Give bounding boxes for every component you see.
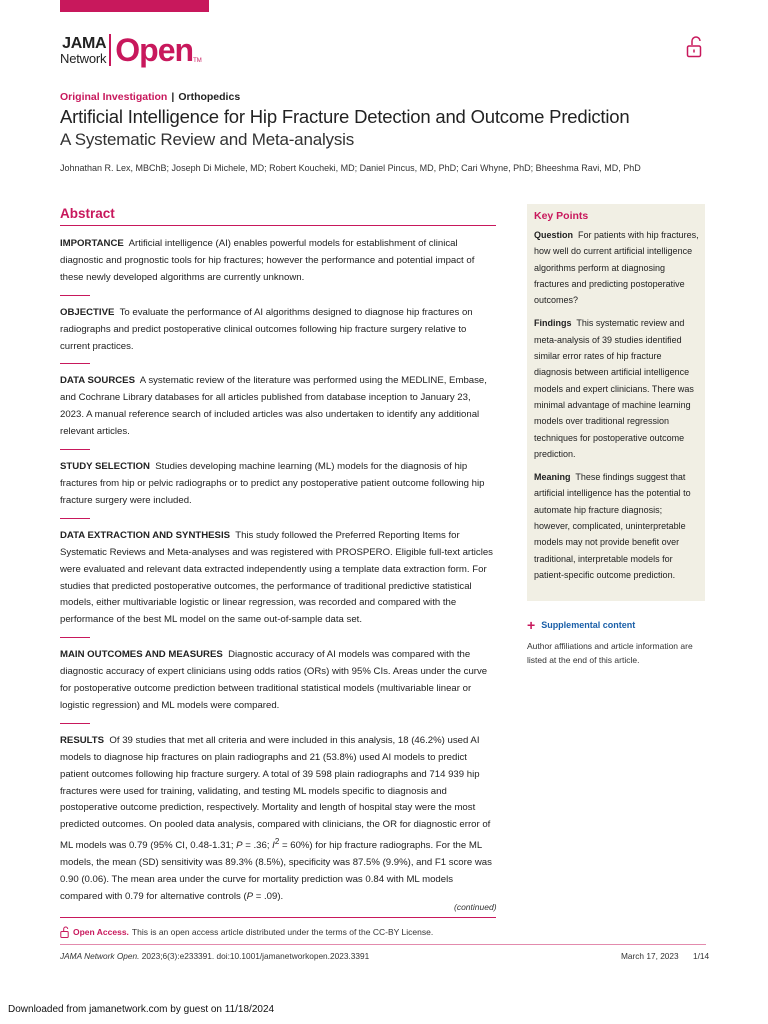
key-points-meaning: Meaning These findings suggest that artificial intelligence has the potential to automate hip fracture diagnosis; however, complicated, uninterpretable models may not provide benefit over traditional, interpretable models for patient-specific outcome prediction. [534, 472, 691, 580]
abstract-body [60, 236, 496, 906]
continued-note: (continued) [454, 902, 497, 912]
category-type[interactable]: Original Investigation [60, 91, 168, 103]
abstract-divider [60, 225, 496, 226]
article-subtitle: A Systematic Review and Meta-analysis [60, 130, 355, 149]
logo-network-text: Network [60, 50, 107, 66]
footer-divider [60, 917, 496, 918]
abstract-data-sources: DATA SOURCES A systematic review of the literature was performed using the MEDLINE, Embase, and Cochrane Library databases for all articles published from database inception to January 23, 2023. A manual reference search of included articles was also undertaken to identify any additional relevant articles. [60, 375, 487, 438]
abstract-objective: OBJECTIVE To evaluate the performance of AI algorithms designed to diagnose hip fractures on radiographs and predict postoperative clinical outcomes following hip fracture surgery relative to current practices. [60, 306, 473, 352]
section-divider [60, 295, 90, 296]
category-separator: | [171, 91, 175, 103]
jama-network-open-logo[interactable] [60, 30, 202, 70]
key-points-box [527, 204, 705, 601]
abstract-study-selection: STUDY SELECTION Studies developing machine learning (ML) models for the diagnosis of hip fractures from hip or pelvic radiographs or to predict any postoperative patient outcome following hip fracture surgery were included. [60, 461, 485, 506]
abstract-importance: IMPORTANCE Artificial intelligence (AI) enables powerful models for establishment of clinical diagnostic and prognostic tools for hip fractures; however the performance and potential impact of these newly developed algorithms are currently unknown. [60, 238, 475, 283]
open-access-notice [60, 926, 433, 938]
supplemental-content-label: Supplemental content [541, 620, 636, 630]
open-access-lock-icon [686, 36, 702, 58]
page-number: 1/14 [693, 951, 710, 961]
plus-icon: + [527, 617, 536, 633]
section-divider [60, 723, 90, 724]
logo-trademark: TM [193, 58, 202, 64]
open-access-label[interactable]: Open Access. [73, 927, 129, 937]
abstract-heading: Abstract [60, 206, 115, 221]
abstract-data-extraction: DATA EXTRACTION AND SYNTHESIS This study followed the Preferred Reporting Items for Systematic Reviews and Meta-analyses and was registered with PROSPERO. Eligible full-text articles were evaluated and relevant data extracted independently using a template data extraction form. For studies that predicted postoperative outcomes, the performance of traditional predictive statistical models, either multivariable logistic or linear regression, was recorded and compared with the performance of the best ML model on the same out-of-sample data set. [60, 529, 493, 626]
section-divider [60, 518, 90, 519]
section-divider [60, 363, 90, 364]
article-category [60, 91, 240, 103]
logo-jama-text: JAMA [62, 34, 107, 52]
key-points-question: Question For patients with hip fractures, how well do current artificial intelligence algorithms perform at diagnosing fractures and predicting postoperative outcomes? [534, 230, 699, 306]
article-title: Artificial Intelligence for Hip Fracture Detection and Outcome Prediction [60, 106, 630, 127]
logo-divider [109, 34, 111, 66]
section-divider [60, 449, 90, 450]
publication-date: March 17, 2023 [621, 951, 679, 961]
open-lock-icon [60, 926, 69, 938]
open-access-text: This is an open access article distributed under the terms of the CC-BY License. [131, 927, 434, 937]
key-points-findings: Findings This systematic review and meta-analysis of 39 studies identified similar error rates of hip fracture diagnosis between artificial intelligence models and expert clinicians. There was minimal advantage of machine learning models over traditional regression techniques for postoperative outcome prediction. [534, 318, 694, 459]
citation-line [60, 951, 369, 961]
citation-details: 2023;6(3):e233391. doi:10.1001/jamanetworkopen.2023.3391 [139, 951, 370, 961]
category-topic[interactable]: Orthopedics [178, 91, 241, 103]
download-stamp: Downloaded from jamanetwork.com by guest on 11/18/2024 [8, 1004, 275, 1015]
abstract-main-outcomes: MAIN OUTCOMES AND MEASURES Diagnostic accuracy of AI models was compared with the diagnostic accuracy of expert clinicians using odds ratios (ORs) with 95% CIs. Areas under the curve for postoperative outcome prediction between traditional statistical models (multivariable linear or logistic regression) and ML models were compared. [60, 649, 488, 711]
journal-name: JAMA Network Open. [60, 951, 140, 961]
logo-open-text: Open [115, 32, 194, 68]
top-accent-bar [60, 0, 209, 12]
key-points-heading: Key Points [534, 210, 589, 222]
affiliations-note: Author affiliations and article information are listed at the end of this article. [527, 641, 693, 665]
section-divider [60, 637, 90, 638]
citation-divider [60, 944, 706, 945]
author-list: Johnathan R. Lex, MBChB; Joseph Di Michele, MD; Robert Koucheki, MD; Daniel Pincus, MD, PhD; Cari Whyne, PhD; Bheeshma Ravi, MD, PhD [60, 163, 641, 173]
abstract-results: RESULTS Of 39 studies that met all criteria and were included in this analysis, 18 (46.2%) used AI models to diagnose hip fractures on plain radiographs and 21 (53.8%) used AI models to predict patient outcomes following hip fracture surgery. A total of 39 598 plain radiographs and 714 939 hip fractures were used for training, validating, and testing ML models specific to diagnosis and postoperative outcome prediction, respectively. Mortality and length of hospital stay were the most predicted outcomes. On pooled data analysis, compared with clinicians, the OR for diagnostic error of ML models was 0.79 (95% CI, 0.48-1.31; P = .36; $I^2 = 60\%$) for hip fracture radiographs. For the ML models, the mean (SD) sensitivity was 89.3% (8.5%), specificity was 87.5% (9.9%), and F1 score was 0.90 (0.06). The mean area under the curve for mortality prediction was 0.84 with ML models compared with 0.79 for alternative controls (P = .09). [60, 734, 492, 903]
supplemental-content-link[interactable] [527, 618, 635, 632]
